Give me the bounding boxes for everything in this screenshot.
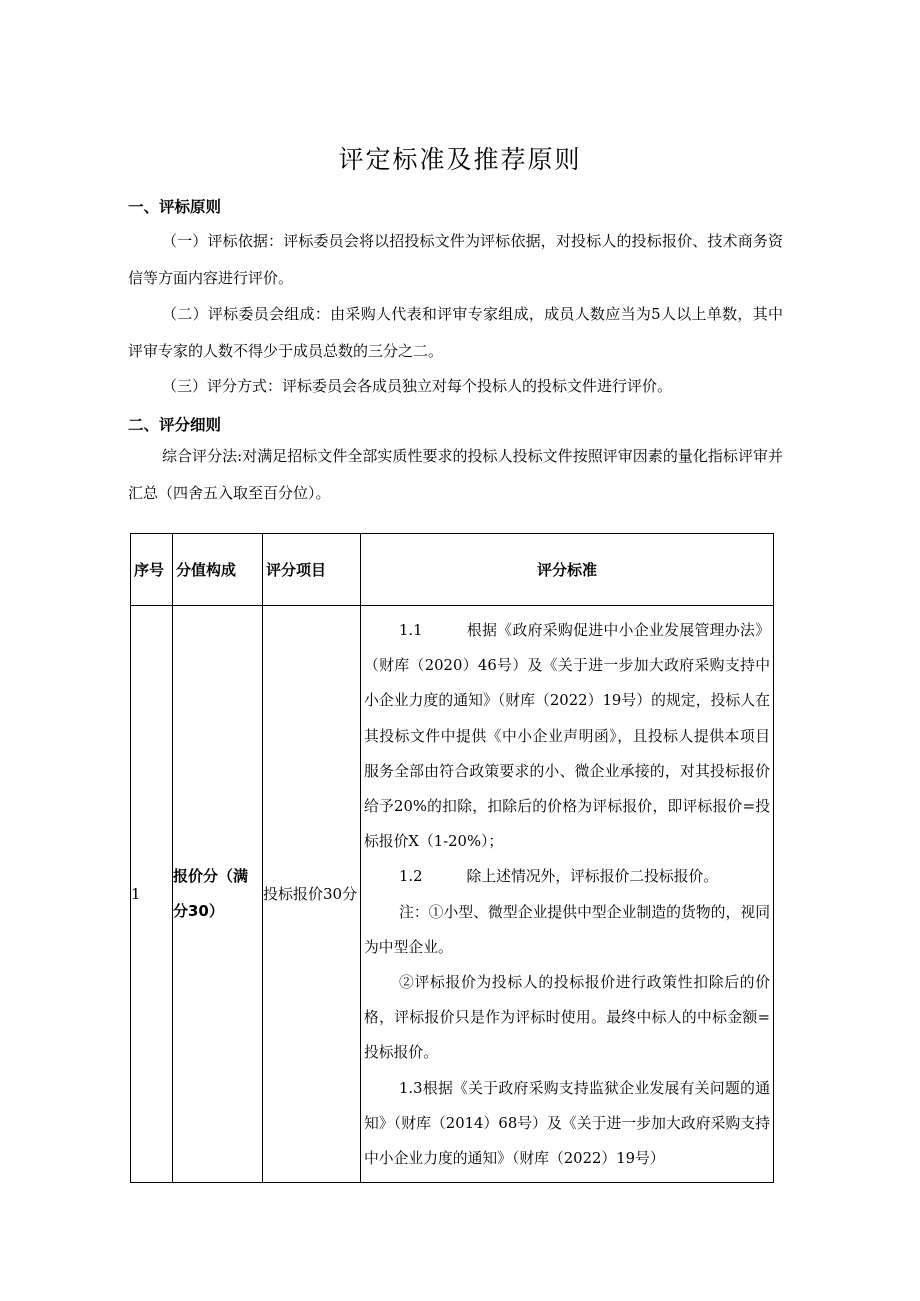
section-1-paragraph-3: （三）评分方式：评标委员会各成员独立对每个投标人的投标文件进行评价。 <box>162 377 673 395</box>
section-2-paragraph: 综合评分法:对满足招标文件全部实质性要求的投标人投标文件按照评审因素的量化指标评审并汇总（四舍五入取至百分位）。 <box>128 447 783 502</box>
row-standard <box>361 606 774 1183</box>
section-1-paragraph-2: （二）评标委员会组成：由采购人代表和评审专家组成，成员人数应当为5人以上单数，其中评审专家的人数不得少于成员总数的三分之二。 <box>128 305 783 360</box>
clause-1-1-number: 1.1 <box>399 622 423 639</box>
section-1-heading: 一、评标原则 <box>128 198 222 216</box>
clause-1-2-number: 1.2 <box>399 868 423 886</box>
standard-clause-1-2 <box>364 859 770 894</box>
standard-clause-1-3: 1.3根据《关于政府采购支持监狱企业发展有关问题的通知》（财库（2014）68号）及《关于进一步加大政府采购支持中小企业力度的通知》（财库（2022）19号） <box>364 1079 770 1168</box>
section-1-paragraph-1: （一）评标依据：评标委员会将以招投标文件为评标依据，对投标人的投标报价、技术商务资信等方面内容进行评价。 <box>128 232 783 287</box>
standard-clause-1-1 <box>364 613 770 859</box>
page-title: 评定标准及推荐原则 <box>338 145 582 174</box>
row-composition: 报价分（满分30） <box>173 606 263 1183</box>
header-composition: 分值构成 <box>173 534 263 606</box>
header-seq: 序号 <box>131 534 173 606</box>
header-standard: 评分标准 <box>361 534 774 606</box>
table-header-row <box>131 534 774 606</box>
header-item: 评分项目 <box>263 534 361 606</box>
row-seq: 1 <box>131 606 173 1183</box>
table-row <box>131 606 774 1183</box>
clause-1-2-text: 除上述情况外，评标报价二投标报价。 <box>466 868 719 886</box>
section-2-heading: 二、评分细则 <box>128 416 222 434</box>
standard-note-2: ②评标报价为投标人的投标报价进行政策性扣除后的价格，评标报价只是作为评标时使用。最终中标人的中标金额=投标报价。 <box>364 974 770 1062</box>
standard-note-1: 注：①小型、微型企业提供中型企业制造的货物的，视同为中型企业。 <box>364 903 770 956</box>
row-item: 投标报价30分 <box>263 606 361 1183</box>
clause-1-1-text: 根据《政府采购促进中小企业发展管理办法》（财库（2020）46号）及《关于进一步加大政府采购支持中小企业力度的通知》（财库（2022）19号）的规定，投标人在其投标文件中提供《中小企业声明函》，且投标人提供本项目服务全部由符合政策要求的小、微企业承接的，对其投标报价给予20%的扣除，扣除后的价格为评标报价，即评标报价=投标报价X（1-20%）； <box>364 622 770 851</box>
scoring-table <box>130 533 774 1183</box>
